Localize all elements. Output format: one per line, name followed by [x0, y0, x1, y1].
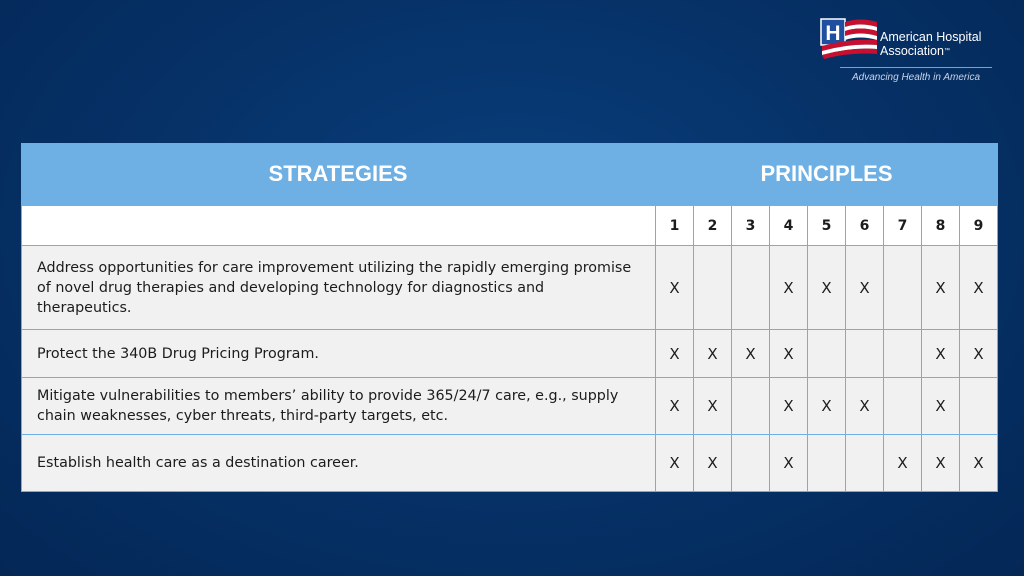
- principle-mark: X: [656, 378, 694, 435]
- principle-mark: X: [770, 378, 808, 435]
- principle-number: 9: [960, 206, 998, 246]
- logo-divider: [840, 67, 992, 68]
- matrix-grid: [21, 205, 998, 492]
- principle-mark: [732, 378, 770, 435]
- principle-mark: X: [922, 246, 960, 330]
- principle-mark: X: [922, 378, 960, 435]
- aha-flag-icon: [820, 18, 878, 60]
- logo-name: [880, 30, 981, 58]
- logo-tagline: Advancing Health in America: [851, 72, 981, 83]
- principle-mark: [884, 378, 922, 435]
- principle-mark: X: [656, 435, 694, 492]
- principle-mark: X: [770, 330, 808, 378]
- strategy-text: Protect the 340B Drug Pricing Program.: [22, 330, 656, 378]
- principle-mark: [808, 330, 846, 378]
- principle-mark: X: [846, 246, 884, 330]
- logo-mark-letter: H: [825, 22, 841, 45]
- principles-header: PRINCIPLES: [760, 161, 893, 186]
- table-row: [22, 246, 998, 330]
- principle-number: 5: [808, 206, 846, 246]
- table-row: [22, 330, 998, 378]
- strategy-text: Mitigate vulnerabilities to members’ ability to provide 365/24/7 care, e.g., supply chain weaknesses, cyber threats, third-party targets, etc.: [22, 378, 656, 435]
- principle-mark: X: [960, 330, 998, 378]
- principle-mark: [960, 378, 998, 435]
- principle-mark: [694, 246, 732, 330]
- logo-name-line2: Association: [880, 44, 944, 58]
- principle-number: 6: [846, 206, 884, 246]
- strategies-header: STRATEGIES: [268, 161, 408, 186]
- strategy-text: Establish health care as a destination career.: [22, 435, 656, 492]
- principle-mark: [846, 435, 884, 492]
- principle-mark: X: [922, 330, 960, 378]
- principle-number: 7: [884, 206, 922, 246]
- strategy-text: Address opportunities for care improvement utilizing the rapidly emerging promise of novel drug therapies and developing technology for diagnostics and therapeutics.: [22, 246, 656, 330]
- table-row: [22, 378, 998, 435]
- principle-number: 8: [922, 206, 960, 246]
- trademark-symbol: ™: [943, 48, 950, 54]
- principle-mark: X: [694, 378, 732, 435]
- principle-mark: X: [770, 246, 808, 330]
- principle-mark: X: [884, 435, 922, 492]
- table-header-band: [21, 143, 998, 205]
- number-row-spacer: [22, 206, 656, 246]
- principle-mark: [808, 435, 846, 492]
- principle-number: 4: [770, 206, 808, 246]
- principle-mark: X: [846, 378, 884, 435]
- principle-number: 3: [732, 206, 770, 246]
- strategy-principle-matrix: [21, 143, 998, 492]
- principle-mark: [732, 246, 770, 330]
- principle-mark: [884, 330, 922, 378]
- aha-logo: [820, 18, 1000, 88]
- principle-mark: X: [732, 330, 770, 378]
- principle-mark: X: [694, 435, 732, 492]
- principle-mark: X: [922, 435, 960, 492]
- principle-number: 2: [694, 206, 732, 246]
- principle-mark: X: [960, 246, 998, 330]
- principle-number: 1: [656, 206, 694, 246]
- principle-mark: X: [694, 330, 732, 378]
- principle-mark: X: [656, 330, 694, 378]
- principle-mark: X: [770, 435, 808, 492]
- table-row: [22, 435, 998, 492]
- principle-mark: [884, 246, 922, 330]
- principle-mark: X: [808, 246, 846, 330]
- principle-mark: X: [656, 246, 694, 330]
- logo-name-line1: American Hospital: [880, 30, 982, 44]
- principle-mark: X: [808, 378, 846, 435]
- principle-mark: X: [960, 435, 998, 492]
- principle-mark: [732, 435, 770, 492]
- principle-mark: [846, 330, 884, 378]
- principle-number-row: [22, 206, 998, 246]
